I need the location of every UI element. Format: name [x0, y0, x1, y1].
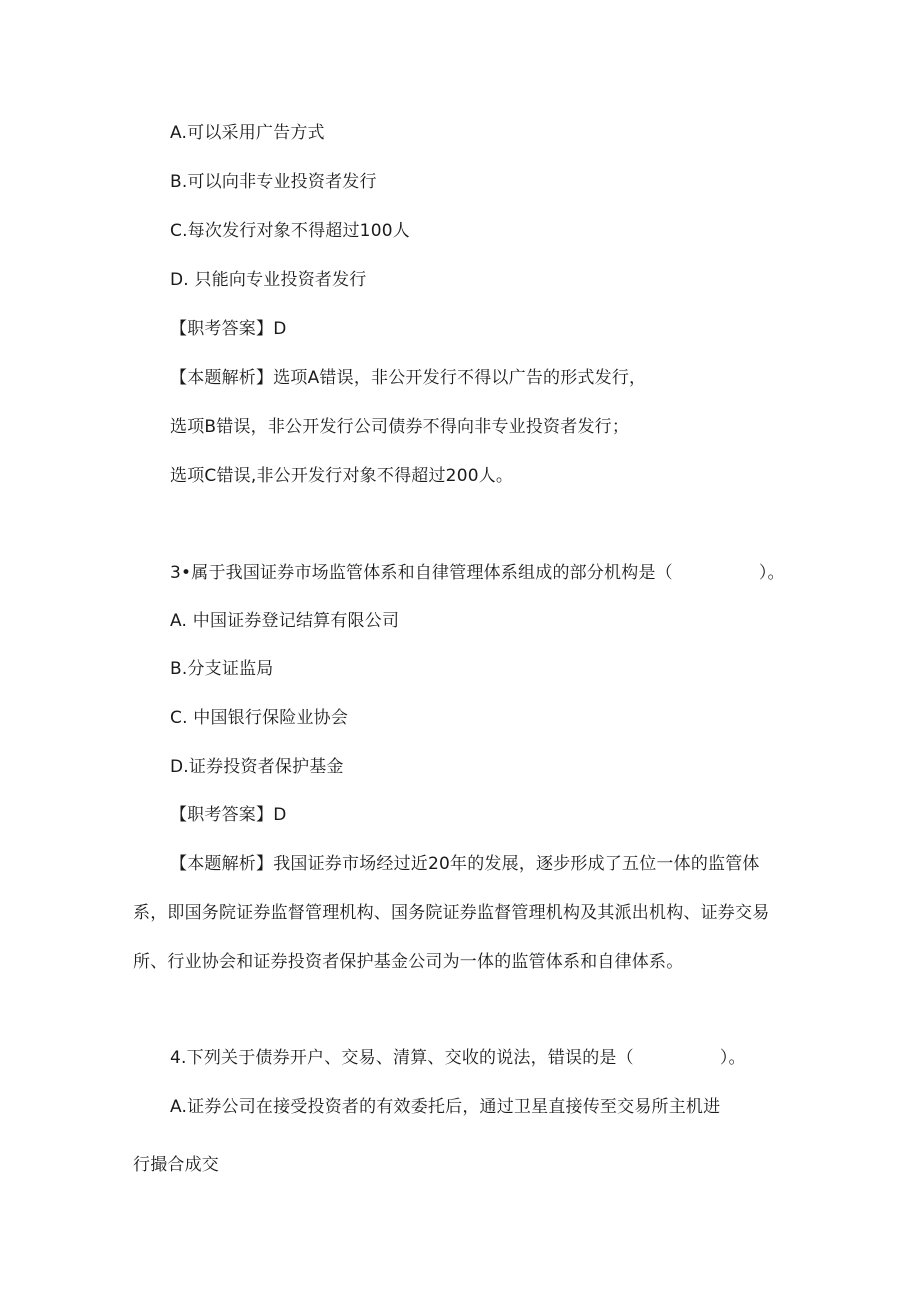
q3-option-d: D.证券投资者保护基金 [170, 757, 344, 777]
q4-question: 4.下列关于债券开户、交易、清算、交收的说法，错误的是（ ）。 [170, 1048, 746, 1068]
q3-analysis-line-3: 所、行业协会和证券投资者保护基金公司为一体的监管体系和自律体系。 [133, 952, 684, 972]
q3-question: 3•属于我国证券市场监管体系和自律管理体系组成的部分机构是（ ）。 [170, 563, 785, 583]
q3-option-b: B.分支证监局 [170, 659, 274, 679]
q4-option-a-line-1: A.证券公司在接受投资者的有效委托后，通过卫星直接传至交易所主机进 [170, 1097, 721, 1117]
q2-analysis-line-2: 选项B错误，非公开发行公司债券不得向非专业投资者发行； [170, 417, 630, 437]
q2-option-b: B.可以向非专业投资者发行 [170, 172, 377, 192]
q2-answer: 【职考答案】D [170, 319, 287, 339]
q3-answer: 【职考答案】D [170, 805, 287, 825]
q2-analysis-line-1: 【本题解析】选项A错误，非公开发行不得以广告的形式发行， [170, 368, 647, 388]
q2-option-d: D. 只能向专业投资者发行 [170, 270, 367, 290]
q4-option-a-line-2: 行撮合成交 [133, 1155, 219, 1175]
q3-option-a: A. 中国证券登记结算有限公司 [170, 611, 400, 631]
q2-option-a: A.可以采用广告方式 [170, 123, 325, 143]
q3-option-c: C. 中国银行保险业协会 [170, 708, 349, 728]
q3-analysis-line-2: 系，即国务院证券监督管理机构、国务院证券监督管理机构及其派出机构、证券交易 [133, 903, 770, 923]
q3-analysis-line-1: 【本题解析】我国证券市场经过近20年的发展，逐步形成了五位一体的监管体 [170, 854, 760, 874]
q2-analysis-line-3: 选项C错误,非公开发行对象不得超过200人。 [170, 466, 514, 486]
q2-option-c: C.每次发行对象不得超过100人 [170, 221, 410, 241]
